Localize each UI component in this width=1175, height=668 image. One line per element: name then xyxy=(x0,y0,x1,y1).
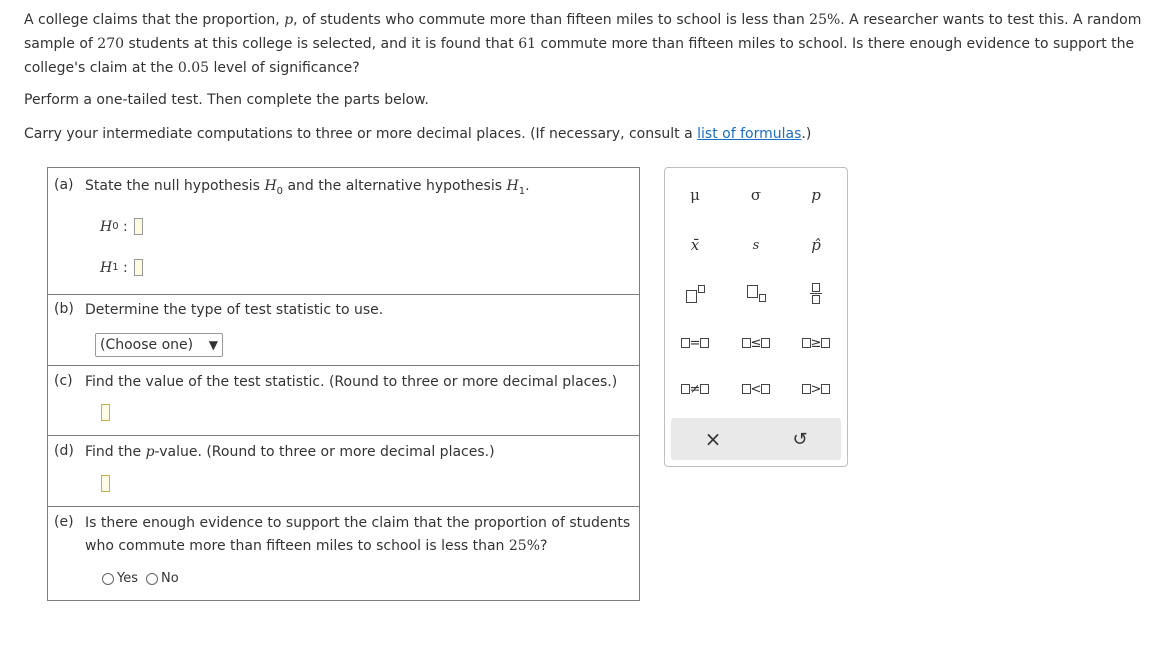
radio-circle-icon xyxy=(102,573,114,585)
sigma-key[interactable]: σ xyxy=(750,186,762,204)
part-c-text: Find the value of the test statistic. (Round to three or more decimal places.) xyxy=(85,374,618,390)
part-d-text: Find the p-value. (Round to three or more decimal places.) xyxy=(85,444,495,460)
part-b xyxy=(48,295,639,366)
fraction-key[interactable] xyxy=(791,278,841,308)
s-key[interactable]: s xyxy=(752,237,760,253)
part-d xyxy=(48,436,639,507)
not-equal-key[interactable]: ≠ xyxy=(670,374,720,404)
problem-statement: A college claims that the proportion, p, of students who commute more than fifteen miles to school is less than 25%. A researcher wants to test this. A random sample of 270 students at this college is selected, and it is found that 61 commute more than fifteen miles to school. Is there enough evidence to support the college's claim at the 0.05 level of significance? xyxy=(24,12,1142,76)
part-e-label: (e) xyxy=(54,514,74,530)
p-value-input[interactable] xyxy=(101,475,110,492)
test-statistic-select[interactable] xyxy=(95,333,223,357)
part-b-text: Determine the type of test statistic to use. xyxy=(85,302,384,318)
greater-than-key[interactable]: > xyxy=(791,374,841,404)
less-than-key[interactable]: < xyxy=(731,374,781,404)
undo-icon[interactable]: ↺ xyxy=(792,428,808,450)
select-value: (Choose one) xyxy=(100,337,194,353)
radio-yes[interactable]: Yes xyxy=(102,571,138,586)
xbar-key[interactable]: x̄ xyxy=(690,236,700,254)
formulas-link[interactable]: list of formulas xyxy=(697,126,802,142)
radio-no[interactable]: No xyxy=(146,571,179,586)
greater-equal-key[interactable]: ≥ xyxy=(791,328,841,358)
test-statistic-input[interactable] xyxy=(101,404,110,421)
instruction-carry: Carry your intermediate computations to three or more decimal places. (If necessary, consult a list of formulas.) xyxy=(24,126,812,142)
part-e xyxy=(48,507,639,600)
part-c xyxy=(48,366,639,436)
part-a-text: State the null hypothesis $H_0$ and the alternative hypothesis $H_1$. xyxy=(85,178,530,197)
alt-hypothesis-input[interactable] xyxy=(134,259,143,276)
p-key[interactable]: p xyxy=(811,186,821,204)
phat-key[interactable]: p̂ xyxy=(811,236,821,254)
equals-key[interactable]: = xyxy=(670,328,720,358)
radio-circle-icon xyxy=(146,573,158,585)
part-e-text: Is there enough evidence to support the claim that the proportion of students who commute more than fifteen miles to school is less than 25%? xyxy=(85,515,631,554)
math-palette xyxy=(664,167,848,467)
part-a xyxy=(48,168,639,295)
yes-no-radio-group xyxy=(102,571,187,586)
question-box xyxy=(47,167,640,601)
part-b-label: (b) xyxy=(54,301,74,317)
part-c-label: (c) xyxy=(54,373,73,389)
null-hypothesis-row: H 0 : xyxy=(100,218,143,235)
superscript-key[interactable] xyxy=(670,278,720,308)
mu-key[interactable]: μ xyxy=(690,186,700,204)
part-a-label: (a) xyxy=(54,177,74,193)
instruction-perform: Perform a one-tailed test. Then complete the parts below. xyxy=(24,92,429,108)
null-hypothesis-input[interactable] xyxy=(134,218,143,235)
subscript-key[interactable] xyxy=(731,278,781,308)
clear-icon[interactable]: × xyxy=(704,427,722,451)
alt-hypothesis-row: H 1 : xyxy=(100,259,143,276)
less-equal-key[interactable]: ≤ xyxy=(731,328,781,358)
chevron-down-icon: ▼ xyxy=(208,338,218,352)
part-d-label: (d) xyxy=(54,443,74,459)
